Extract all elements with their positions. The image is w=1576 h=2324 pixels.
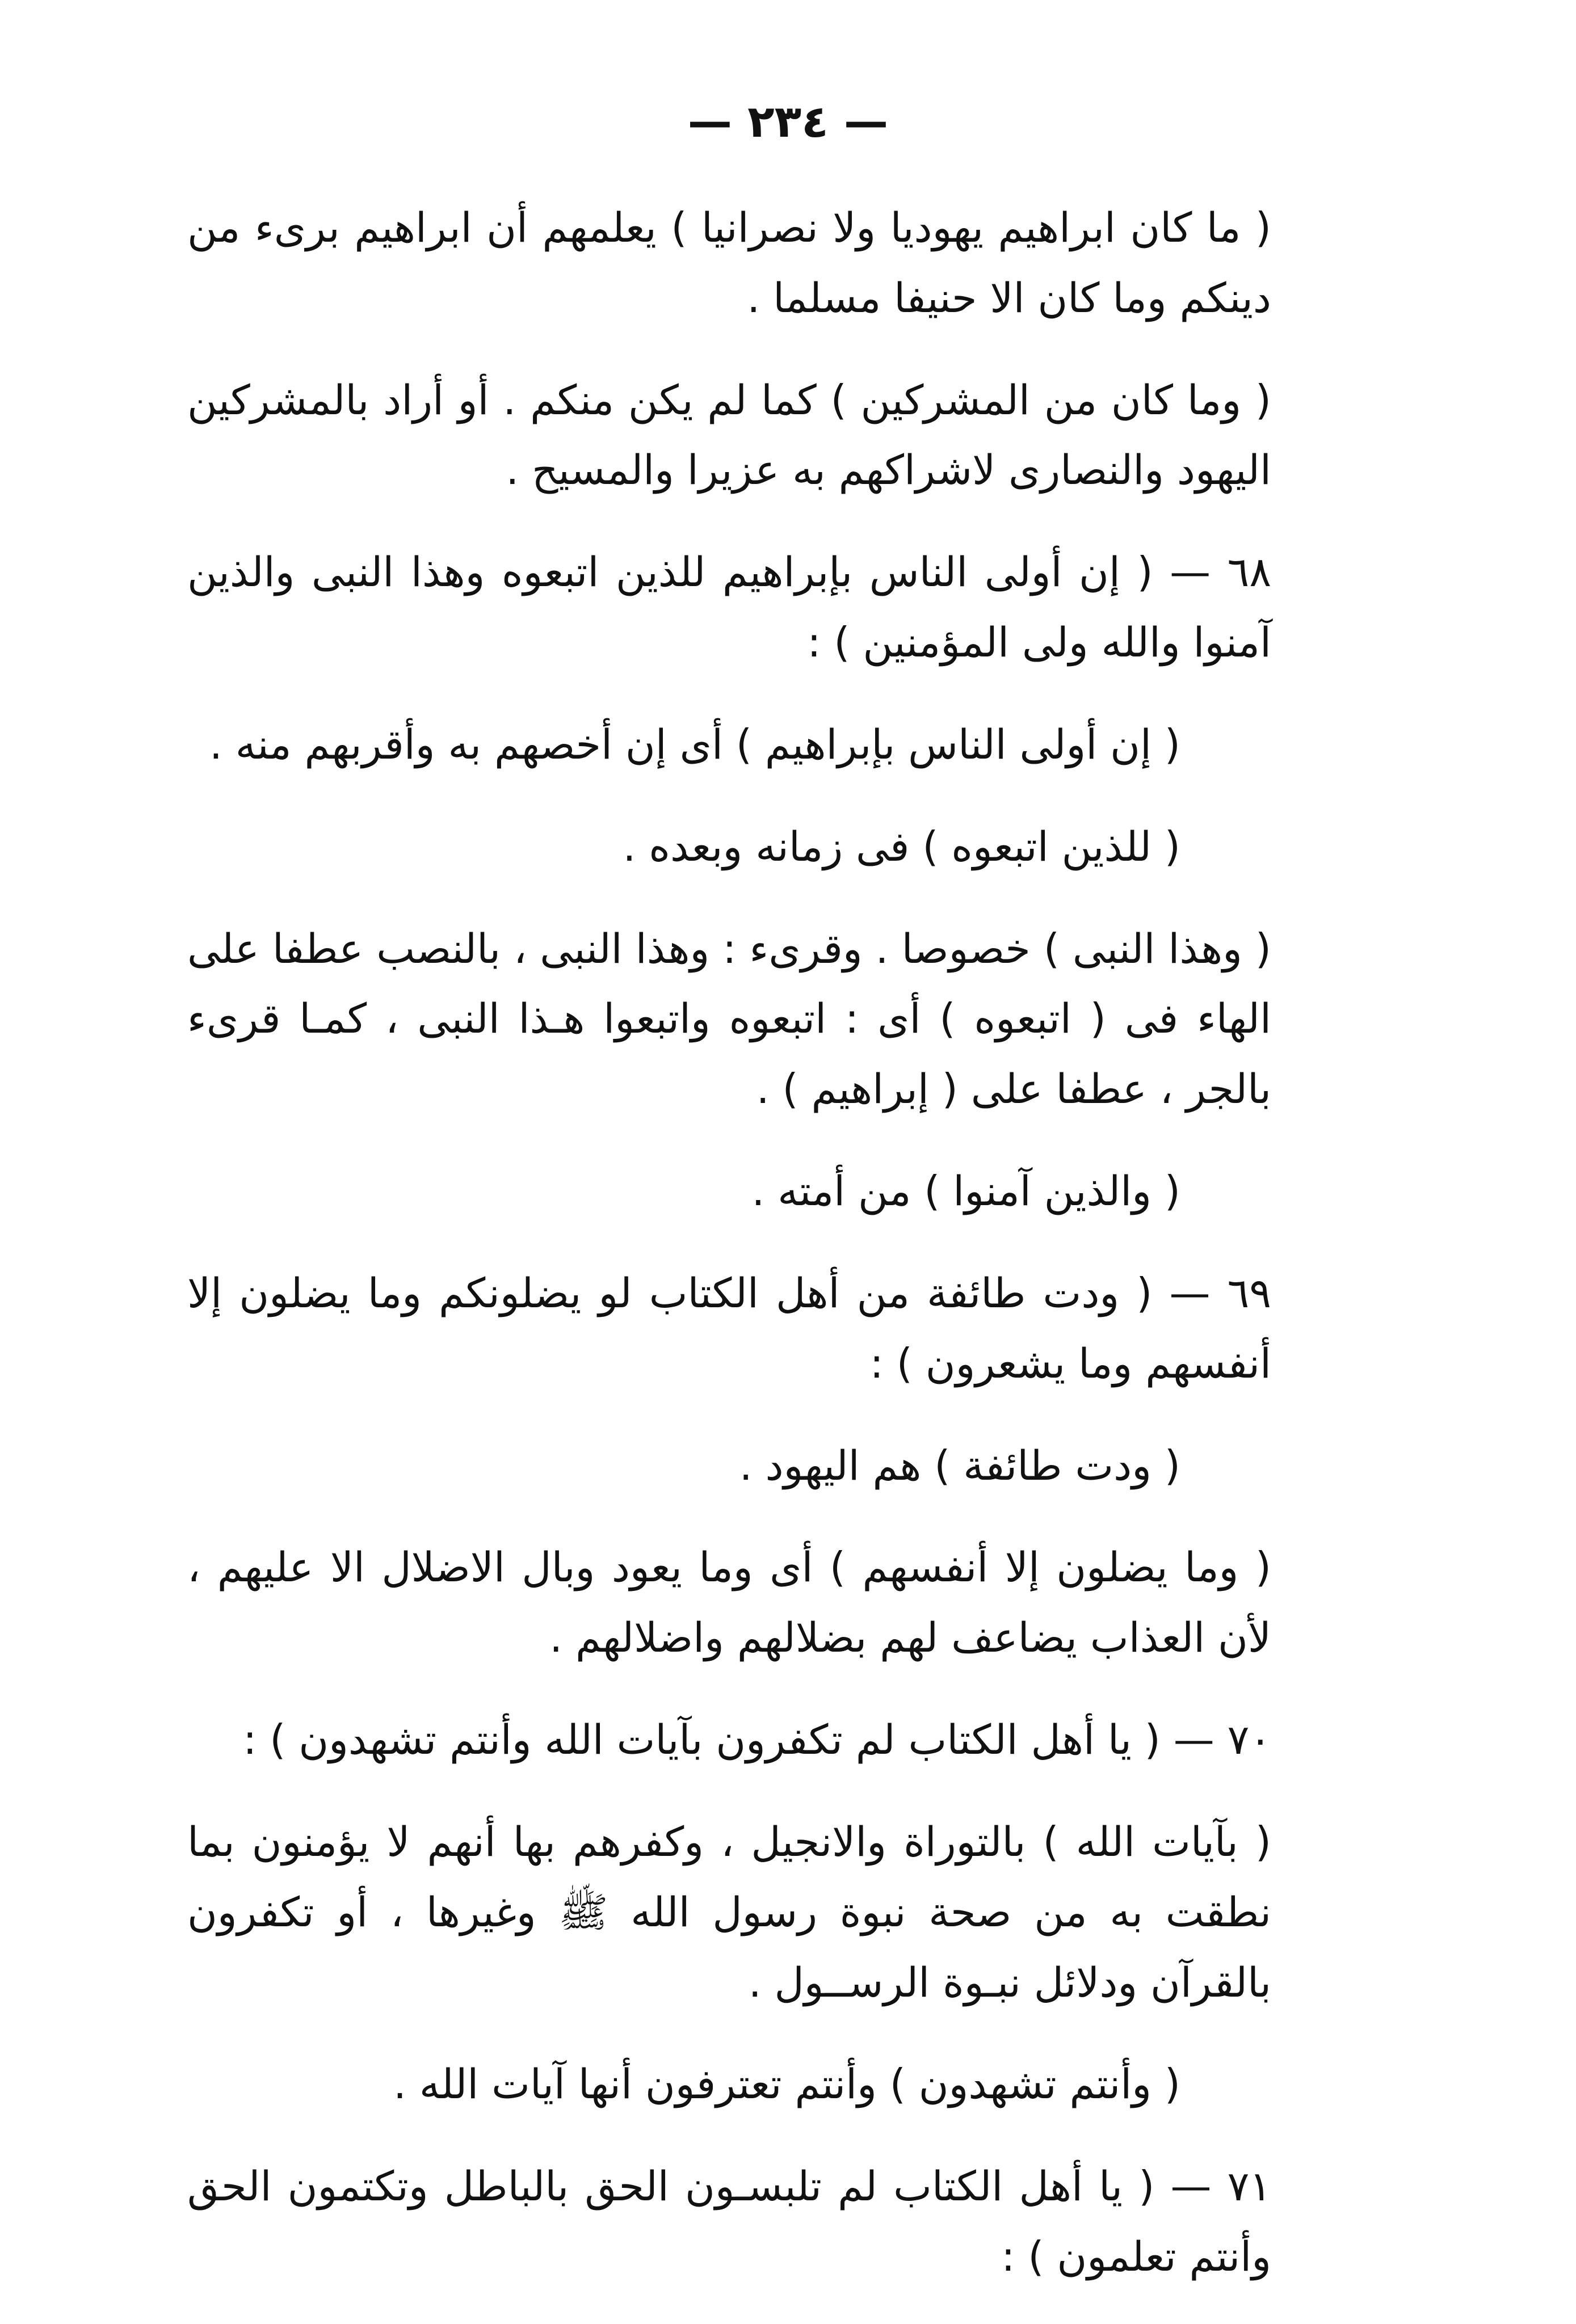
paragraph-6: ( وهذا النبى ) خصوصا . وقرىء : وهذا النبى ، بالنصب عطفا على الهاء فى ( اتبعوه ) أى : اتبعوه واتبعوا هـذا النبى ، كمـا قرىء بالجر ، عطفا على ( إبراهيم ) . xyxy=(187,924,1271,1113)
paragraph-5: ( للذين اتبعوه ) فى زمانه وبعده . xyxy=(623,822,1180,870)
paragraph-13: ( وأنتم تشهدون ) وأنتم تعترفون أنها آيات الله . xyxy=(393,2060,1180,2108)
verse-69: ٦٩ — ( ودت طائفة من أهل الكتاب لو يضلونكم وما يضلون إلا أنفسهم وما يشعرون ) : xyxy=(187,1269,1271,1387)
verse-68: ٦٨ — ( إن أولى الناس بإبراهيم للذين اتبعوه وهذا النبى والذين آمنوا والله ولى المؤمنين ) : xyxy=(187,548,1271,667)
paragraph-4: ( إن أولى الناس بإبراهيم ) أى إن أخصهم به وأقربهم منه . xyxy=(209,720,1180,768)
paragraph-12: ( بآيات الله ) بالتوراة والانجيل ، وكفرهم بها أنهم لا يؤمنون بما نطقت به من صحة نبوة رسول الله ﷺ وغيرها ، أو تكفرون بالقرآن ودلائل نبـوة الرســول . xyxy=(187,1817,1271,2006)
verse-71: ٧١ — ( يا أهل الكتاب لم تلبسـون الحق بالباطل وتكتمون الحق وأنتم تعلمون ) : xyxy=(187,2162,1271,2281)
page-number: — ٢٣٤ — xyxy=(687,96,889,148)
paragraph-2: ( وما كان من المشركين ) كما لم يكن منكم . أو أراد بالمشركين اليهود والنصارى لاشراكهم به عزيرا والمسيح . xyxy=(187,376,1271,494)
paragraph-1: ( ما كان ابراهيم يهوديا ولا نصرانيا ) يعلمهم أن ابراهيم برىء من دينكم وما كان الا حنيفا مسلما . xyxy=(187,204,1271,322)
paragraph-9: ( ودت طائفة ) هم اليهود . xyxy=(739,1441,1180,1489)
verse-70: ٧٠ — ( يا أهل الكتاب لم تكفرون بآيات الله وأنتم تشهدون ) : xyxy=(243,1716,1271,1764)
paragraph-10: ( وما يضلون إلا أنفسهم ) أى وما يعود وبال الاضلال الا عليهم ، لأن العذاب يضاعف لهم بضلالهم واضلالهم . xyxy=(187,1543,1271,1662)
paragraph-7: ( والذين آمنوا ) من أمته . xyxy=(751,1167,1180,1215)
body-text xyxy=(187,193,1271,2324)
